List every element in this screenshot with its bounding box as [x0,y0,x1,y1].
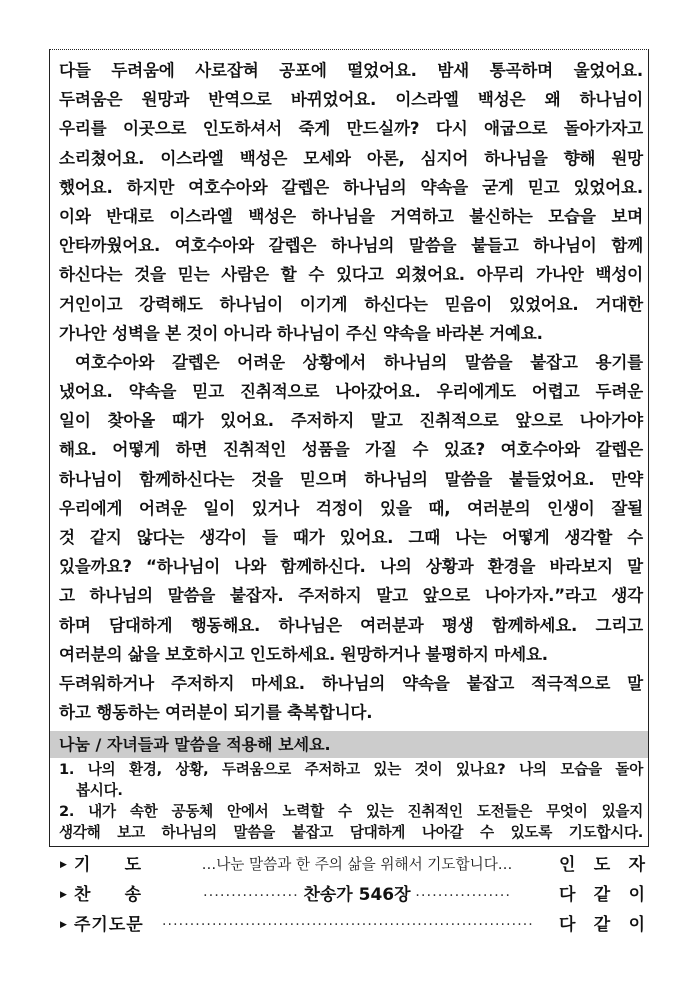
order-item-prayer [60,850,645,880]
hymn-number: 찬송가 546장 [303,885,411,905]
order-leader: 인 도 자 [559,855,645,875]
sermon-box [49,49,649,847]
sermon-line: 했어요. 하지만 여호수아와 갈렙은 하나님의 약속을 굳게 믿고 있었어요. [59,177,643,197]
triangle-bullet-icon: ▶ [60,920,67,930]
triangle-bullet-icon: ▶ [60,890,67,900]
dot-leader: ················· [202,887,299,904]
order-item-hymn [60,880,645,910]
sermon-line: 있을까요? “하나님이 나와 함께하신다. 나의 상황과 환경을 바라보지 말 [59,557,643,577]
triangle-bullet-icon: ▶ [60,860,67,870]
order-description: …나눈 말씀과 한 주의 삶을 위해서 기도합니다… [201,856,513,873]
order-label: 기 도 [74,855,142,875]
sermon-line: 하나님이 함께하신다는 것을 믿으며 하나님의 말씀을 붙들었어요. 만약 [59,469,643,489]
sharing-header [50,731,648,758]
sermon-line: 해요. 어떻게 하면 진취적인 성품을 가질 수 있죠? 여호수아와 갈렙은 [59,440,643,460]
worship-order [60,850,645,940]
sermon-line: 가나안 성벽을 본 것이 아니라 하나님이 주신 약속을 바라본 거예요. [59,323,543,343]
sermon-line: 우리에게 어려운 일이 있거나 걱정이 있을 때, 여러분의 인생이 잘될 [59,498,643,518]
order-label: 주기도문 [74,915,144,935]
sermon-line: 다들 두려움에 사로잡혀 공포에 떨었어요. 밤새 통곡하며 울었어요. [59,61,643,80]
question-1: 1. 나의 환경, 상황, 두려움으로 주저하고 있는 것이 있나요? 나의 모습을 돌아 [59,761,643,778]
sermon-paragraph-start: 여호수아와 갈렙은 어려운 상황에서 하나님의 말씀을 붙잡고 용기를 [75,352,643,372]
question-1-continued: 봅시다. [76,782,123,799]
sermon-line: 거인이고 강력해도 하나님이 이기게 하신다는 믿음이 있었어요. 거대한 [59,294,643,314]
order-leader: 다 같 이 [559,885,645,905]
sermon-line: 하며 담대하게 행동해요. 하나님은 여러분과 평생 함께하세요. 그리고 [59,615,643,635]
sermon-line: 안타까웠어요. 여호수아와 갈렙은 하나님의 말씀을 붙들고 하나님이 함께 [59,236,643,256]
sermon-line: 두려워하거나 주저하지 마세요. 하나님의 약속을 붙잡고 적극적으로 말 [59,673,643,693]
sermon-line: 하신다는 것을 믿는 사람은 할 수 있다고 외쳤어요. 아무리 가나안 백성이 [59,265,643,285]
order-item-lords-prayer [60,910,645,940]
question-2: 2. 내가 속한 공동체 안에서 노력할 수 있는 진취적인 도전들은 무엇이 있을지 [59,803,643,820]
sermon-line: 여러분의 삶을 보호하시고 인도하세요. 원망하거나 불평하지 마세요. [59,644,548,664]
order-description [162,880,552,911]
sermon-line: 하고 행동하는 여러분이 되기를 축복합니다. [59,703,373,723]
order-leader: 다 같 이 [559,915,645,935]
question-2-continued: 생각해 보고 하나님의 말씀을 붙잡고 담대하게 나아갈 수 있도록 기도합시다. [59,824,643,841]
sharing-title: 나눔 / 자녀들과 말씀을 적용해 보세요. [59,735,331,754]
sermon-line: 이와 반대로 이스라엘 백성은 하나님을 거역하고 불신하는 모습을 보며 [59,206,643,226]
dot-leader: ··································································· [162,917,534,933]
sermon-body [59,56,643,727]
sermon-line: 냈어요. 약속을 믿고 진취적으로 나아갔어요. 우리에게도 어렵고 두려운 [59,382,643,402]
sermon-line: 일이 찾아올 때가 있어요. 주저하지 말고 진취적으로 앞으로 나아가야 [59,411,643,431]
sermon-line: 소리쳤어요. 이스라엘 백성은 모세와 아론, 심지어 하나님을 향해 원망 [59,148,643,168]
sermon-line: 고 하나님의 말씀을 붙잡자. 주저하지 말고 앞으로 나아가자.”라고 생각 [59,586,643,606]
sermon-line: 우리를 이곳으로 인도하셔서 죽게 만드실까? 다시 애굽으로 돌아가자고 [59,119,643,139]
sharing-questions [59,759,643,843]
order-label: 찬 송 [74,885,142,905]
sermon-line: 두려움은 원망과 반역으로 바뀌었어요. 이스라엘 백성은 왜 하나님이 [59,90,643,110]
dot-leader: ················· [415,887,512,904]
sermon-line: 것 같지 않다는 생각이 들 때가 있어요. 그때 나는 어떻게 생각할 수 [59,528,643,547]
